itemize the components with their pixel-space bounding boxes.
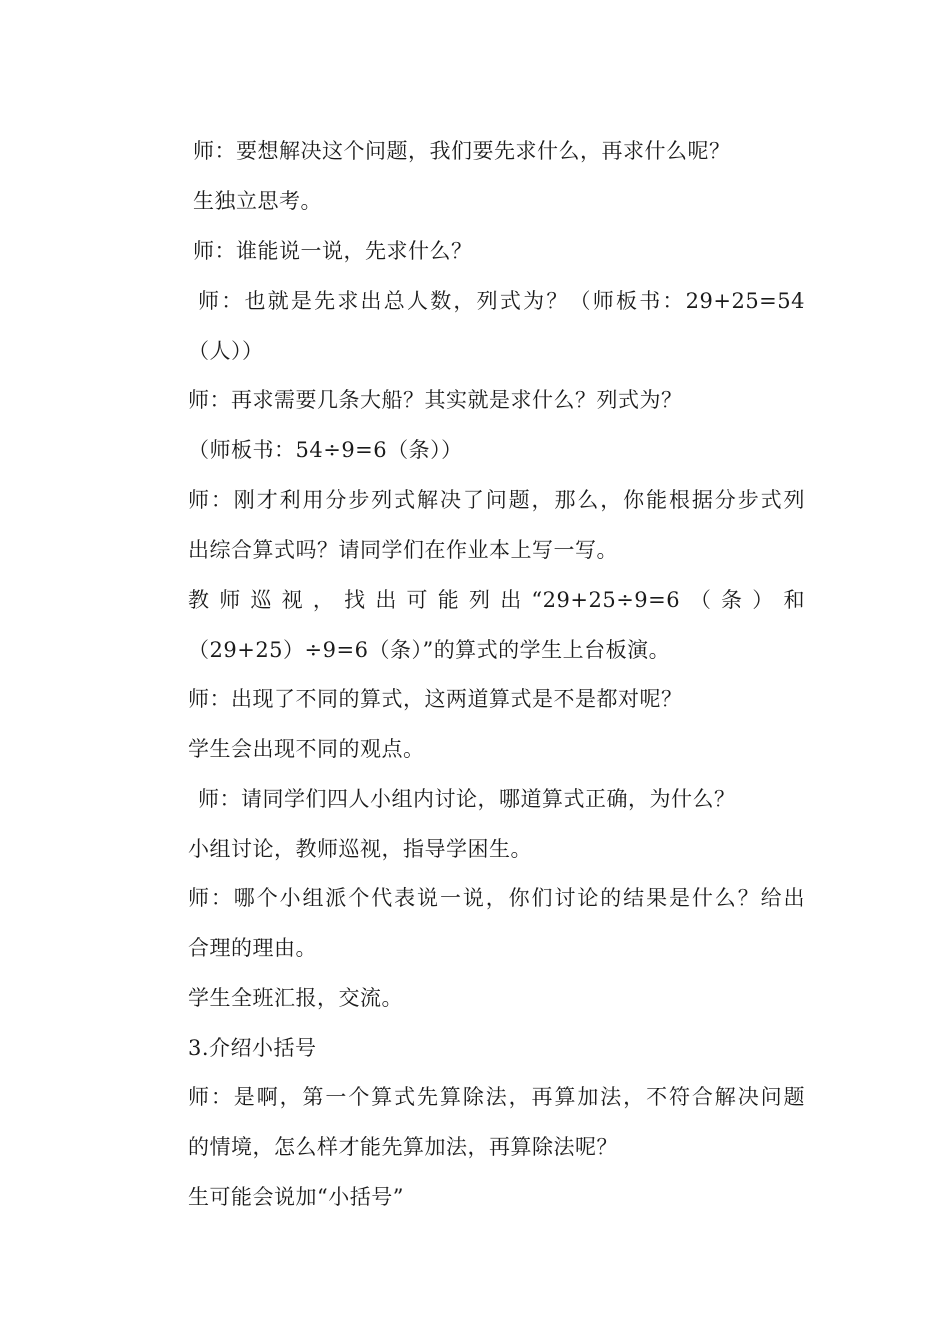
paragraph-line: 师：要想解决这个问题，我们要先求什么，再求什么呢？	[193, 139, 731, 163]
paragraph-line: 师：请同学们四人小组内讨论，哪道算式正确，为什么？	[198, 787, 736, 811]
paragraph-line: 小组讨论，教师巡视，指导学困生。	[188, 837, 532, 861]
paragraph-line: 师：出现了不同的算式，这两道算式是不是都对呢？	[188, 687, 683, 711]
paragraph-line: 学生会出现不同的观点。	[188, 737, 425, 761]
paragraph-line: 师：是啊，第一个算式先算除法，再算加法，不符合解决问题	[188, 1085, 805, 1109]
paragraph-line: 出综合算式吗？请同学们在作业本上写一写。	[188, 538, 618, 562]
section-heading: 3.介绍小括号	[188, 1036, 317, 1060]
paragraph-line: 师：哪个小组派个代表说一说，你们讨论的结果是什么？给出	[188, 886, 805, 910]
paragraph-line: 合理的理由。	[188, 936, 317, 960]
paragraph-line: 师：再求需要几条大船？其实就是求什么？列式为？	[188, 388, 683, 412]
paragraph-line: （人））	[188, 339, 264, 363]
paragraph-line: 师：谁能说一说，先求什么？	[193, 239, 473, 263]
paragraph-line: 的情境，怎么样才能先算加法，再算除法呢？	[188, 1135, 618, 1159]
paragraph-line: 师：刚才利用分步列式解决了问题，那么，你能根据分步式列	[188, 488, 805, 512]
paragraph-line: 学生全班汇报，交流。	[188, 986, 403, 1010]
paragraph-line: （师板书：54÷9=6（条））	[188, 438, 463, 462]
paragraph-line: 生可能会说加“小括号”	[188, 1185, 404, 1209]
paragraph-line: 生独立思考。	[193, 189, 322, 213]
paragraph-line: 师：也就是先求出总人数，列式为？（师板书：29+25=54	[198, 289, 805, 313]
paragraph-line: （29+25）÷9=6（条）”的算式的学生上台板演。	[188, 638, 671, 662]
paragraph-line: 教师巡视，找出可能列出“29+25÷9=6（条）和	[188, 588, 805, 612]
